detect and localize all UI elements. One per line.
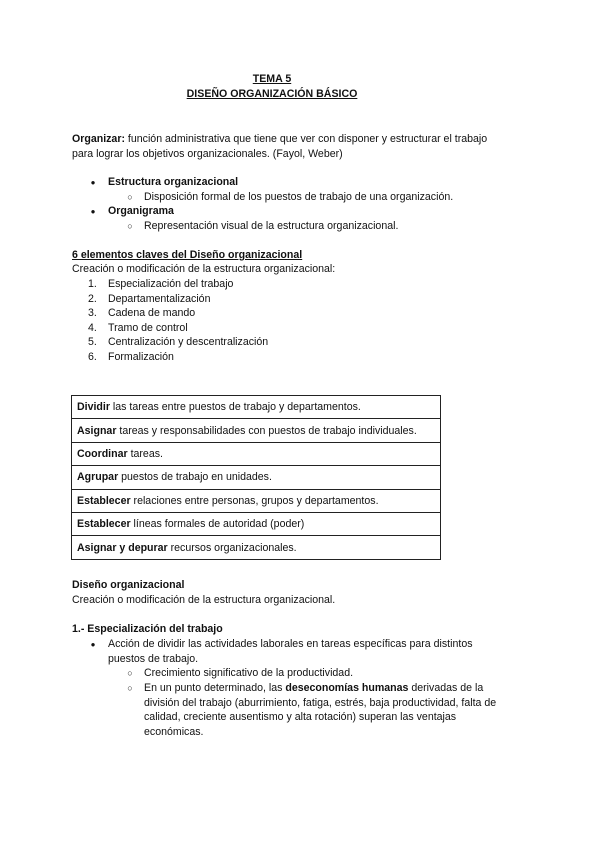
bullet-estructura-sub: Disposición formal de los puestos de trabajo de una organización. (144, 191, 454, 203)
organizar-line2: para lograr los objetivos organizacionales. (Fayol, Weber) (72, 147, 343, 160)
bullet-estructura-title: Estructura organizacional (108, 176, 239, 188)
sub-bullet-icon: ○ (127, 192, 133, 202)
table-row: Establecer líneas formales de autoridad (poder) (72, 512, 441, 535)
bullet-icon: ● (90, 178, 96, 187)
table-row: Asignar tareas y responsabilidades con puestos de trabajo individuales. (72, 419, 441, 442)
elementos-intro: Creación o modificación de la estructura organizacional: (72, 263, 336, 275)
table-row: Dividir las tareas entre puestos de trabajo y departamentos. (72, 396, 441, 419)
elementos-list (88, 277, 268, 365)
list-item: 2. Departamentalización (88, 292, 211, 305)
tasks-table (71, 395, 441, 560)
bullet-icon: ● (90, 640, 96, 649)
especializacion-sub1: Crecimiento significativo de la productividad. (144, 667, 354, 679)
organizar-line1: función administrativa que tiene que ver con disponer y estructurar el trabajo (124, 133, 488, 145)
list-item: 1. Especialización del trabajo (88, 278, 234, 290)
bullet-organigrama-title: Organigrama (108, 205, 174, 217)
especializacion-bullet: Acción de dividir las actividades laborales en tareas específicas para distintos puestos de trabajo. (108, 638, 473, 665)
list-item: 6. Formalización (88, 350, 174, 363)
list-item: 4. Tramo de control (88, 321, 188, 334)
sub-bullet-icon: ○ (127, 683, 133, 693)
diseno-heading: Diseño organizacional (72, 579, 185, 591)
sub-bullet-icon: ○ (127, 221, 133, 231)
bullet-organigrama-sub: Representación visual de la estructura organizacional. (144, 220, 399, 232)
table-row: Establecer relaciones entre personas, grupos y departamentos. (72, 489, 441, 512)
tema-title: TEMA 5 (252, 73, 292, 85)
table-row: Asignar y depurar recursos organizacionales. (72, 536, 441, 559)
organizar-paragraph (72, 132, 487, 161)
sub-bullet-icon: ○ (127, 668, 133, 678)
especializacion-sub2: En un punto determinado, las deseconomías humanas derivadas de la división del trabajo (aburrimiento, fatiga, estrés, baja productividad, falta de calidad, creciente ausentismo y alta rotación) superan las ventajas económicas. (144, 682, 497, 738)
table-row: Coordinar tareas. (72, 442, 441, 465)
page-title: DISEÑO ORGANIZACIÓN BÁSICO (186, 88, 358, 100)
diseno-text: Creación o modificación de la estructura organizacional. (72, 594, 336, 606)
list-item: 5. Centralización y descentralización (88, 336, 269, 349)
bullet-icon: ● (90, 207, 96, 216)
organizar-term: Organizar: (72, 133, 125, 145)
especializacion-heading: 1.- Especialización del trabajo (72, 623, 223, 635)
table-row: Agrupar puestos de trabajo en unidades. (72, 466, 441, 489)
list-item: 3. Cadena de mando (88, 307, 196, 320)
elementos-heading: 6 elementos claves del Diseño organizacional (72, 249, 303, 261)
